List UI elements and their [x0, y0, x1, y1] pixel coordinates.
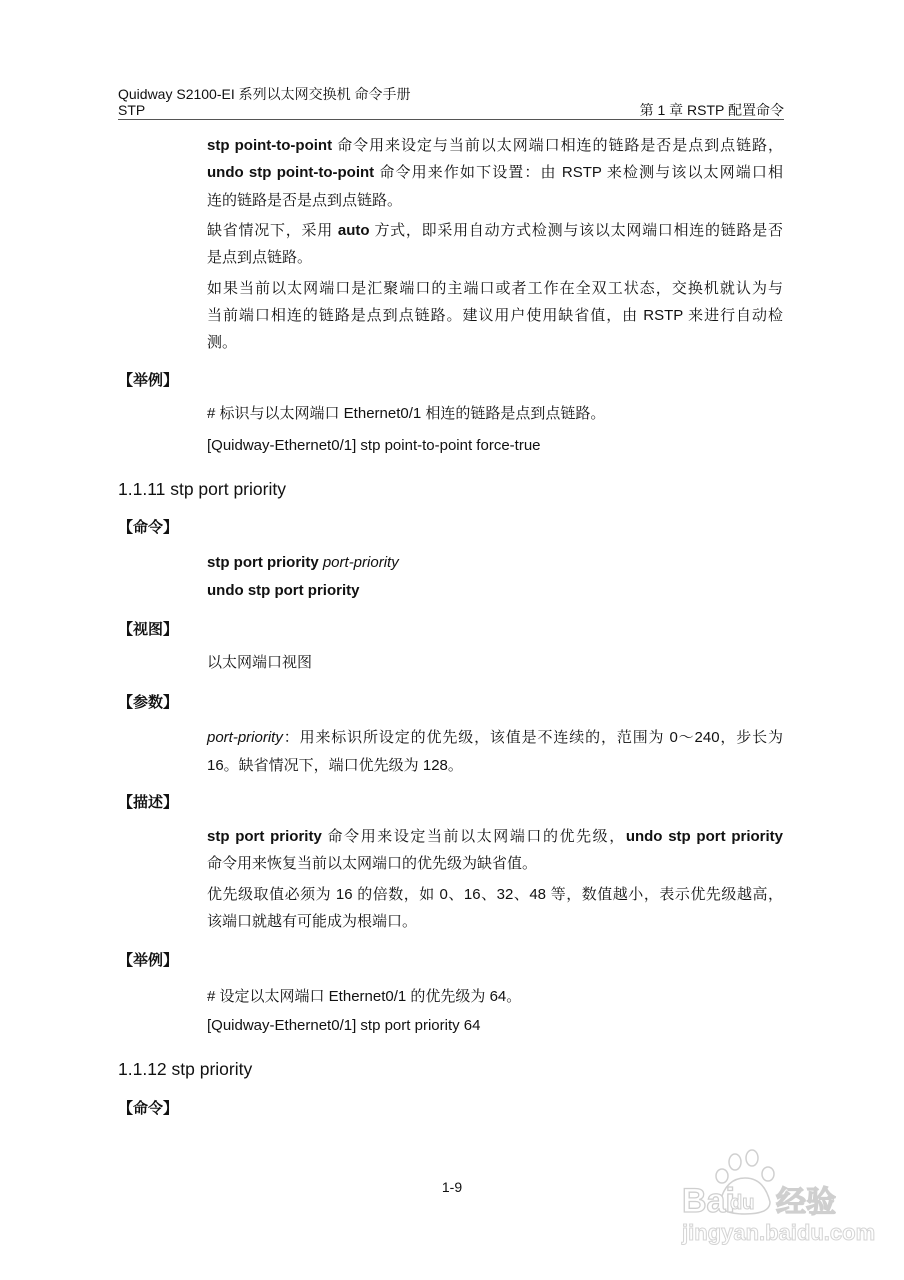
- text-run: 命令用来设定与当前以太网端口相连的链路是否是点到点链路，: [332, 137, 783, 154]
- section-label-example: 【举例】: [118, 952, 179, 969]
- text-run: stp port priority: [207, 828, 322, 845]
- text-line: [207, 728, 783, 748]
- section-label-command: 【命令】: [118, 519, 179, 536]
- section-label-view: 【视图】: [118, 621, 179, 638]
- text-run: ：用来标识所设定的优先级，该值是不连续的，范围为 0～240，步长为: [282, 729, 783, 746]
- command-syntax: [207, 553, 399, 573]
- text-run: stp port priority: [207, 554, 323, 571]
- text-run: port-priority: [322, 554, 399, 571]
- text-line: [207, 163, 783, 183]
- text-run: 命令用来设定当前以太网端口的优先级，: [321, 828, 626, 845]
- text-run: undo stp port priority: [207, 582, 360, 599]
- text-line: 优先级取值必须为 16 的倍数，如 0、16、32、48 等，数值越小，表示优先级越高，: [207, 886, 783, 903]
- text-line: 16。缺省情况下，端口优先级为 128。: [207, 757, 463, 774]
- text-line: 是点到点链路。: [207, 249, 313, 266]
- section-heading: 1.1.12 stp priority: [118, 1059, 253, 1079]
- text-line: 如果当前以太网端口是汇聚端口的主端口或者工作在全双工状态，交换机就认为与: [207, 280, 783, 297]
- text-line: 命令用来恢复当前以太网端口的优先级为缺省值。: [207, 855, 538, 872]
- section-label-command: 【命令】: [118, 1100, 179, 1117]
- header-rule: [118, 119, 784, 120]
- text-line: [207, 827, 783, 847]
- text-line: 连的链路是否是点到点链路。: [207, 192, 403, 209]
- example-comment: # 设定以太网端口 Ethernet0/1 的优先级为 64。: [207, 988, 522, 1005]
- text-run: 方式，即采用自动方式检测与该以太网端口相连的链路是否: [369, 222, 784, 239]
- text-line: 该端口就越有可能成为根端口。: [207, 913, 418, 930]
- view-text: 以太网端口视图: [207, 654, 313, 671]
- text-run: undo stp point-to-point: [207, 164, 375, 181]
- example-command: [Quidway-Ethernet0/1] stp port priority 64: [207, 1017, 481, 1034]
- section-label-example: 【举例】: [118, 372, 179, 389]
- text-line: 当前端口相连的链路是点到点链路。建议用户使用缺省值，由 RSTP 来进行自动检: [207, 307, 783, 324]
- svg-text:du: du: [730, 1192, 755, 1214]
- text-run: port-priority: [207, 729, 283, 746]
- text-line: [207, 136, 783, 156]
- text-run: undo stp port priority: [625, 828, 784, 845]
- section-label-params: 【参数】: [118, 694, 179, 711]
- text-line: [207, 221, 783, 241]
- page-number: 1-9: [441, 1179, 463, 1195]
- command-syntax: [207, 581, 359, 601]
- header-chapter-short: STP: [118, 102, 146, 118]
- text-run: 缺省情况下，采用: [207, 222, 338, 239]
- header-title: Quidway S2100-EI 系列以太网交换机 命令手册: [118, 86, 411, 102]
- header-chapter: 第 1 章 RSTP 配置命令: [639, 102, 784, 118]
- example-comment: # 标识与以太网端口 Ethernet0/1 相连的链路是点到点链路。: [207, 405, 606, 422]
- baidu-jingyan-watermark-logo: [640, 1140, 880, 1250]
- section-heading: 1.1.11 stp port priority: [118, 479, 286, 499]
- svg-text:经验: 经验: [776, 1185, 836, 1220]
- text-run: auto: [337, 222, 370, 239]
- svg-text:Bai: Bai: [682, 1182, 735, 1220]
- text-line: 测。: [207, 334, 238, 351]
- svg-text:jingyan.baidu.com: jingyan.baidu.com: [682, 1220, 876, 1245]
- example-command: [Quidway-Ethernet0/1] stp point-to-point force-true: [207, 437, 541, 454]
- text-run: 命令用来作如下设置：由 RSTP 来检测与该以太网端口相: [374, 164, 783, 181]
- section-label-description: 【描述】: [118, 794, 179, 811]
- text-run: stp point-to-point: [207, 137, 333, 154]
